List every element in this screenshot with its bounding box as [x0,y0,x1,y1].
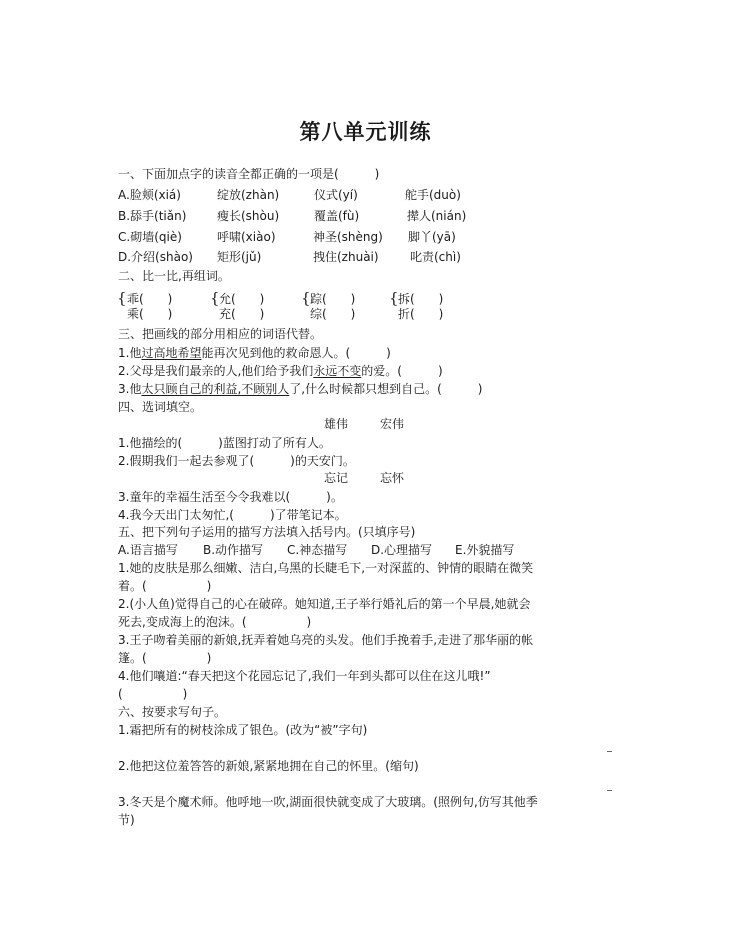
replace-question-2: 2.父母是我们最亲的人,他们给予我们永远不变的爱。( ) [118,364,443,378]
brace-icon: { [389,289,399,307]
option-a-word-3: 仪式(yí) [314,188,358,202]
compare-word: 综( ) [310,307,356,321]
option-b-word-3: 覆盖(fù) [314,209,360,223]
section-4-heading: 四、选词填空。 [118,400,203,414]
replace-question-3: 3.他太只顾自己的利益,不顾别人了,什么时候都只想到自己。( ) [118,382,483,396]
method-option: A.语言描写 [118,543,178,557]
page-title: 第八单元训练 [299,119,432,144]
sentence-2-line-1: 2.(小人鱼)觉得自己的心在破碎。她知道,王子举行婚礼后的第一个早晨,她就会 [118,597,531,611]
word-choice: 忘记 [324,471,349,485]
compare-word: 乘( ) [127,307,173,321]
method-option: D.心理描写 [371,543,433,557]
option-b-word-4: 撵人(nián) [407,209,467,223]
brace-icon: { [210,289,220,307]
answer-line-mark [607,751,612,752]
option-d-word-3: 拽住(zhuài) [313,250,379,264]
word-choice: 忘怀 [380,471,405,485]
sentence-4-line-2: ( ) [118,687,188,701]
underlined-phrase: 过高地希望 [141,346,202,360]
fill-question-4: 4.我今天出门太匆忙,( )了带笔记本。 [118,508,347,522]
word-choice: 雄伟 [324,417,349,431]
replace-question-1: 1.他过高地希望能再次见到他的救命恩人。( ) [118,346,391,360]
rewrite-question-3-line-2: 节) [118,813,135,827]
option-c-word-1: C.砌墙(qiè) [118,230,182,244]
word-choice: 宏伟 [380,417,405,431]
fill-question-3: 3.童年的幸福生活至今令我难以( )。 [118,490,343,504]
compare-word: 乖( ) [127,292,173,306]
method-option: B.动作描写 [203,543,264,557]
option-c-word-4: 脚丫(yā) [408,230,456,244]
option-a-word-1: A.脸颊(xiá) [118,188,181,202]
sentence-4-line-1: 4.他们嚷道:“春天把这个花园忘记了,我们一年到头都可以住在这儿哦!” [118,669,491,683]
brace-icon: { [301,289,311,307]
section-3-heading: 三、把画线的部分用相应的词语代替。 [118,327,323,341]
sentence-1-line-1: 1.她的皮肤是那么细嫩、洁白,乌黑的长睫毛下,一对深蓝的、钟情的眼睛在微笑 [118,561,534,575]
sentence-3-line-1: 3.王子吻着美丽的新娘,抚弄着她乌亮的头发。他们手挽着手,走进了那华丽的帐 [118,633,534,647]
option-b-word-1: B.舔手(tiǎn) [118,209,187,223]
option-c-word-3: 神圣(shèng) [313,230,383,244]
sentence-3-line-2: 篷。( ) [118,651,212,665]
option-a-word-2: 绽放(zhàn) [217,188,280,202]
section-2-heading: 二、比一比,再组词。 [118,269,230,283]
option-d-word-4: 叱责(chì) [410,250,461,264]
compare-word: 折( ) [398,307,444,321]
compare-word: 踪( ) [310,292,356,306]
method-option: E.外貌描写 [455,543,515,557]
section-6-heading: 六、按要求写句子。 [118,705,227,719]
answer-line-mark [607,790,612,791]
underlined-phrase: 太只顾自己的利益,不顾别人 [141,382,290,396]
section-1-heading: 一、下面加点字的读音全都正确的一项是( ) [118,167,380,181]
compare-word: 拆( ) [398,292,444,306]
rewrite-question-1: 1.霜把所有的树枝涂成了银色。(改为“被”字句) [118,723,368,737]
option-c-word-2: 呼啸(xiào) [217,230,276,244]
fill-question-2: 2.假期我们一起去参观了( )的天安门。 [118,454,355,468]
option-a-word-4: 舵手(duò) [405,188,461,202]
section-5-heading: 五、把下列句子运用的描写方法填入括号内。(只填序号) [118,525,416,539]
option-d-word-2: 矩形(jǔ) [217,250,262,264]
compare-word: 允( ) [219,292,265,306]
sentence-1-line-2: 着。( ) [118,579,212,593]
rewrite-question-3-line-1: 3.冬天是个魔术师。他呼地一吹,湖面很快就变成了大玻璃。(照例句,仿写其他季 [118,795,538,809]
sentence-2-line-2: 死去,变成海上的泡沫。( ) [118,615,312,629]
method-option: C.神态描写 [287,543,348,557]
compare-word: 充( ) [219,307,265,321]
option-d-word-1: D.介绍(shào) [118,250,193,264]
rewrite-question-2: 2.他把这位羞答答的新娘,紧紧地拥在自己的怀里。(缩句) [118,759,419,773]
option-b-word-2: 瘦长(shòu) [217,209,280,223]
fill-question-1: 1.他描绘的( )蓝图打动了所有人。 [118,436,331,450]
brace-icon: { [117,289,127,307]
underlined-phrase: 永远不变 [313,364,362,378]
